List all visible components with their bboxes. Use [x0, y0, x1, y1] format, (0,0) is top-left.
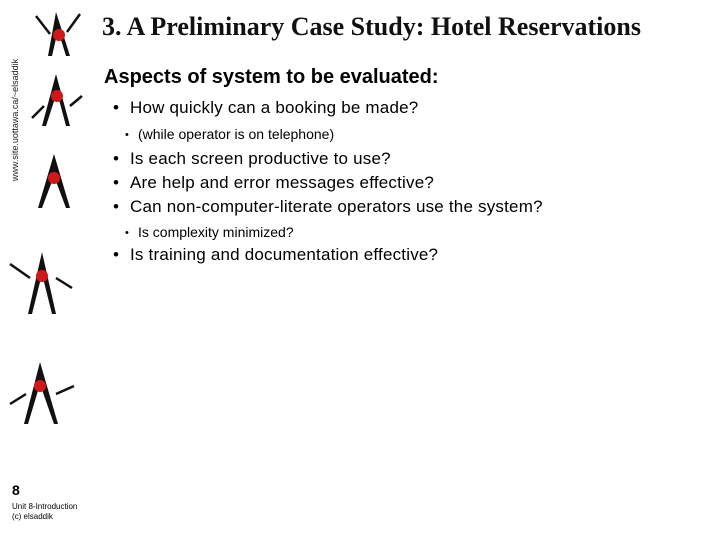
slide-title: 3. A Preliminary Case Study: Hotel Reservations: [102, 12, 641, 41]
bullet-item: [113, 149, 391, 169]
bullet-item: [113, 197, 543, 217]
section-heading: Aspects of system to be evaluated:: [104, 66, 439, 88]
bullet-icon: •: [125, 227, 129, 239]
bullet-text: How quickly can a booking be made?: [130, 98, 419, 117]
duke-mascot-icon: [30, 4, 92, 60]
footer-unit: Unit 8-Introduction: [12, 502, 78, 511]
bullet-icon: •: [113, 149, 120, 168]
sub-bullet-item: [125, 126, 334, 142]
footer-copyright: (c) elsaddik: [12, 512, 53, 521]
duke-mascot-icon: [28, 148, 80, 212]
bullet-icon: •: [125, 129, 129, 141]
sidebar-url: [8, 40, 22, 200]
footer: [12, 502, 77, 522]
page-number: 8: [12, 482, 20, 498]
bullet-text: (while operator is on telephone): [138, 126, 335, 142]
bullet-icon: •: [113, 98, 120, 117]
bullet-item: [113, 98, 418, 118]
bullet-icon: •: [113, 245, 120, 264]
duke-mascot-icon: [28, 66, 86, 130]
sidebar-url-text: www.site.uottawa.ca/~elsaddik: [10, 58, 20, 182]
bullet-text: Is each screen productive to use?: [130, 149, 391, 168]
bullet-text: Is complexity minimized?: [138, 224, 294, 240]
bullet-item: [113, 173, 434, 193]
duke-mascot-icon: [4, 350, 80, 430]
duke-mascot-icon: [4, 238, 78, 318]
bullet-item: [113, 245, 438, 265]
bullet-text: Can non-computer-literate operators use the system?: [130, 197, 543, 216]
bullet-text: Are help and error messages effective?: [130, 173, 435, 192]
sub-bullet-item: [125, 224, 294, 240]
bullet-icon: •: [113, 197, 120, 216]
bullet-text: Is training and documentation effective?: [130, 245, 439, 264]
bullet-icon: •: [113, 173, 120, 192]
